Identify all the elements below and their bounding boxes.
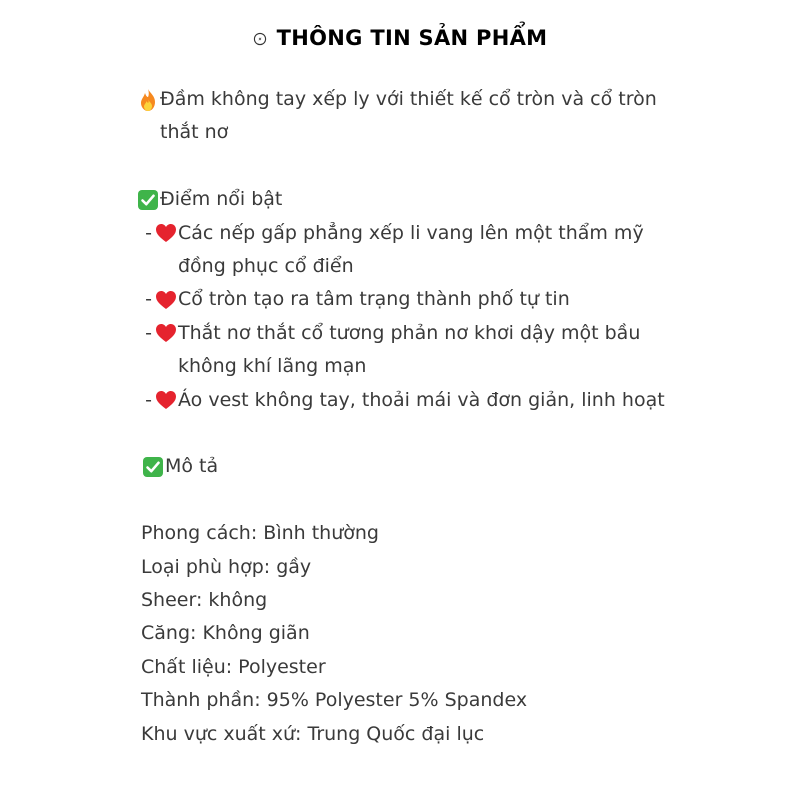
fire-icon bbox=[136, 83, 160, 116]
product-info-content bbox=[136, 83, 676, 751]
description-heading-line bbox=[136, 450, 676, 483]
spacer bbox=[136, 484, 676, 517]
red-heart-icon bbox=[154, 283, 178, 316]
spec-item: Sheer: không bbox=[141, 589, 268, 612]
spec-list bbox=[136, 517, 676, 751]
red-heart-icon bbox=[154, 384, 178, 417]
check-mark-button-icon bbox=[141, 450, 165, 483]
highlight-text: Thắt nơ thắt cổ tương phản nơ khơi dậy một bầu không khí lãng mạn bbox=[178, 321, 641, 378]
spacer bbox=[136, 417, 676, 450]
red-heart-icon bbox=[154, 317, 178, 350]
bullet-dash: - bbox=[145, 388, 152, 411]
intro-text: Đầm không tay xếp ly với thiết kế cổ tròn và cổ tròn thắt nơ bbox=[160, 88, 657, 144]
highlight-item bbox=[136, 217, 676, 284]
highlight-item bbox=[136, 384, 676, 417]
highlights-heading-line bbox=[136, 183, 676, 216]
highlight-item bbox=[136, 283, 676, 316]
bullet-dash: - bbox=[145, 221, 152, 244]
description-heading: Mô tả bbox=[165, 455, 219, 478]
intro-line bbox=[136, 83, 676, 150]
page-header bbox=[0, 26, 800, 50]
highlight-text: Cổ tròn tạo ra tâm trạng thành phố tự tin bbox=[178, 288, 570, 311]
highlights-heading: Điểm nổi bật bbox=[160, 188, 283, 211]
spec-item: Loại phù hợp: gầy bbox=[141, 555, 312, 578]
red-heart-icon bbox=[154, 217, 178, 250]
page-title: THÔNG TIN SẢN PHẨM bbox=[276, 26, 548, 50]
spec-item: Thành phần: 95% Polyester 5% Spandex bbox=[141, 689, 528, 712]
spec-item: Chất liệu: Polyester bbox=[141, 655, 326, 678]
highlight-text: Áo vest không tay, thoải mái và đơn giản, linh hoạt bbox=[178, 388, 665, 411]
check-mark-button-icon bbox=[136, 183, 160, 216]
compass-icon bbox=[253, 31, 267, 45]
bullet-dash: - bbox=[145, 288, 152, 311]
spec-item: Căng: Không giãn bbox=[141, 622, 310, 645]
highlight-text: Các nếp gấp phẳng xếp li vang lên một thẩm mỹ đồng phục cổ điển bbox=[178, 221, 644, 278]
spec-item: Khu vực xuất xứ: Trung Quốc đại lục bbox=[141, 722, 485, 745]
bullet-dash: - bbox=[145, 321, 152, 344]
spec-item: Phong cách: Bình thường bbox=[141, 522, 379, 545]
highlight-item bbox=[136, 317, 676, 384]
spacer bbox=[136, 150, 676, 183]
